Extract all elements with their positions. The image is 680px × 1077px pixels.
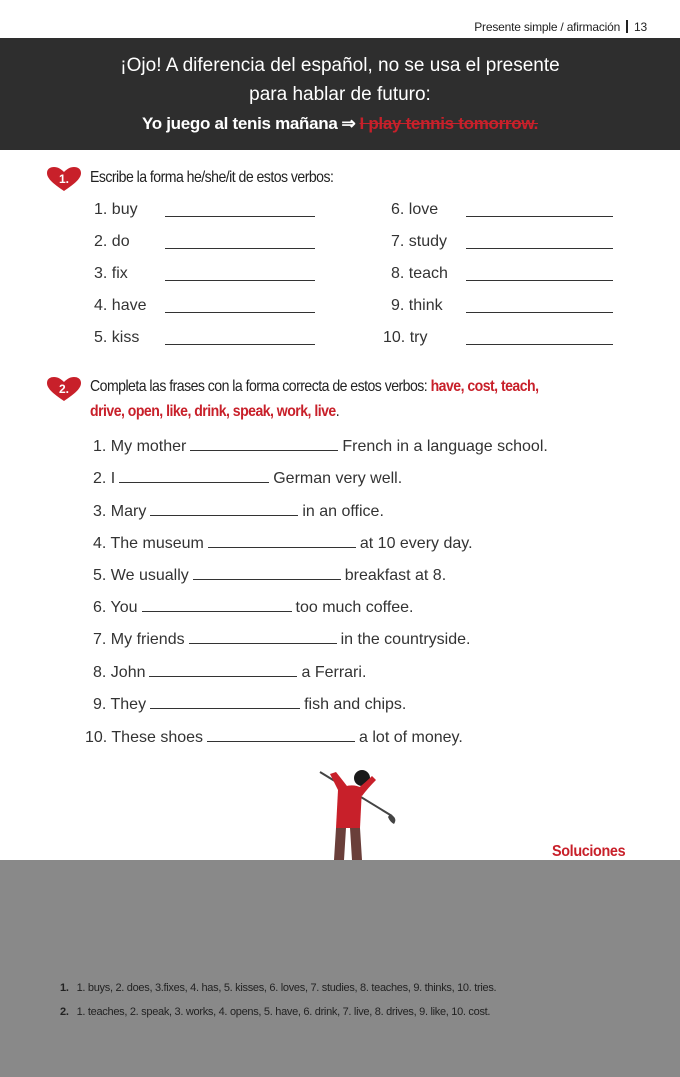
- solution-line: [60, 982, 496, 994]
- arrow-icon: ⇒: [341, 114, 356, 133]
- ex1-answer-blank[interactable]: [466, 312, 613, 313]
- page-number: 13: [634, 20, 647, 34]
- solutions-panel: [0, 860, 680, 1077]
- sentence-start: 9. They: [93, 696, 147, 713]
- ex1-item: 3. fix: [94, 265, 128, 282]
- sentence-end: too much coffee.: [295, 599, 414, 616]
- exercise-2-instruction: Completa las frases con la forma correcta de estos verbos:: [90, 378, 428, 395]
- sentence-end: German very well.: [273, 470, 403, 487]
- ex1-item: 5. kiss: [94, 329, 140, 346]
- sentence-end: a Ferrari.: [301, 664, 367, 681]
- ex1-item: 9. think: [391, 297, 443, 314]
- sentence-end: in the countryside.: [340, 631, 471, 648]
- banner-spanish-example: Yo juego al tenis mañana: [141, 114, 338, 133]
- sentence-end: breakfast at 8.: [344, 567, 447, 584]
- ex2-sentence: [93, 470, 402, 488]
- ex1-item: 4. have: [94, 297, 147, 314]
- ex2-answer-blank[interactable]: [149, 676, 297, 677]
- ex2-sentence: [93, 664, 366, 682]
- ex1-answer-blank[interactable]: [466, 248, 613, 249]
- sentence-start: 1. My mother: [93, 438, 187, 455]
- ex1-answer-blank[interactable]: [165, 248, 315, 249]
- solution-line: [60, 1006, 490, 1018]
- ex1-item: 6. love: [391, 201, 439, 218]
- ex2-answer-blank[interactable]: [190, 450, 338, 451]
- sentence-start: 7. My friends: [93, 631, 185, 648]
- sentence-end: fish and chips.: [304, 696, 407, 713]
- ex2-answer-blank[interactable]: [150, 515, 298, 516]
- exercise-2-title-line-2: [90, 403, 339, 421]
- sentence-start: 6. You: [93, 599, 138, 616]
- ex2-sentence: [93, 599, 414, 617]
- ex1-answer-blank[interactable]: [466, 216, 613, 217]
- exercise-1-number: 1.: [58, 172, 70, 186]
- ex1-answer-blank[interactable]: [466, 344, 613, 345]
- ex1-answer-blank[interactable]: [165, 280, 315, 281]
- ex2-sentence: [93, 631, 470, 649]
- sentence-start: 2. I: [93, 470, 116, 487]
- ex1-item: 10. try: [383, 329, 428, 346]
- header-divider: [626, 20, 628, 33]
- ex2-answer-blank[interactable]: [189, 643, 337, 644]
- page-header: [474, 20, 647, 34]
- sentence-start: 5. We usually: [93, 567, 189, 584]
- exercise-2-period: .: [335, 403, 340, 420]
- sentence-end: in an office.: [302, 503, 384, 520]
- ex2-answer-blank[interactable]: [208, 547, 356, 548]
- ex2-sentence: [85, 729, 463, 747]
- golfer-illustration: [300, 764, 410, 864]
- ex1-item: 8. teach: [391, 265, 448, 282]
- exercise-1-heart-icon: [46, 166, 82, 192]
- ex2-sentence: [93, 696, 406, 714]
- solutions-title: Soluciones: [552, 843, 626, 860]
- banner-line-2: para hablar de futuro:: [249, 84, 431, 105]
- ex2-sentence: [93, 438, 548, 456]
- ex1-item: 7. study: [391, 233, 448, 250]
- ex1-answer-blank[interactable]: [165, 312, 315, 313]
- solution-number: 1.: [60, 982, 69, 994]
- sentence-end: a lot of money.: [359, 729, 463, 746]
- ex2-answer-blank[interactable]: [142, 611, 292, 612]
- ex2-answer-blank[interactable]: [150, 708, 300, 709]
- ex1-answer-blank[interactable]: [466, 280, 613, 281]
- solution-text: 1. teaches, 2. speak, 3. works, 4. opens, 5. have, 6. drink, 7. live, 8. drives, 9. like, 10. cost.: [76, 1006, 491, 1018]
- exercise-2-verb-list: have, cost, teach,: [430, 378, 539, 395]
- banner-english-wrong: I play tennis tomorrow.: [359, 114, 539, 133]
- sentence-end: French in a language school.: [342, 438, 548, 455]
- banner-example: [0, 114, 680, 134]
- ex2-sentence: [93, 503, 384, 521]
- sentence-start: 10. These shoes: [85, 729, 204, 746]
- sentence-end: at 10 every day.: [359, 535, 473, 552]
- ex2-answer-blank[interactable]: [207, 741, 355, 742]
- ex2-sentence: [93, 567, 446, 585]
- exercise-2-number: 2.: [58, 382, 70, 396]
- exercise-2-heart-icon: [46, 376, 82, 402]
- ex1-answer-blank[interactable]: [165, 216, 315, 217]
- banner-line-1: ¡Ojo! A diferencia del español, no se usa el presente: [120, 55, 560, 76]
- solution-number: 2.: [60, 1006, 69, 1018]
- sentence-start: 4. The museum: [93, 535, 204, 552]
- exercise-2-title: [90, 378, 538, 396]
- exercise-1-title: Escribe la forma he/she/it de estos verbos:: [90, 169, 334, 186]
- exercise-2-verb-list-cont: drive, open, like, drink, speak, work, live: [90, 403, 336, 420]
- ex2-sentence: [93, 535, 473, 553]
- ex1-item: 1. buy: [94, 201, 138, 218]
- ex2-answer-blank[interactable]: [119, 482, 269, 483]
- ex1-item: 2. do: [94, 233, 130, 250]
- section-title: Presente simple / afirmación: [474, 20, 621, 34]
- ex2-answer-blank[interactable]: [193, 579, 341, 580]
- sentence-start: 3. Mary: [93, 503, 147, 520]
- sentence-start: 8. John: [93, 664, 146, 681]
- ex1-answer-blank[interactable]: [165, 344, 315, 345]
- tip-banner: [0, 38, 680, 150]
- solution-text: 1. buys, 2. does, 3.fixes, 4. has, 5. kisses, 6. loves, 7. studies, 8. teaches, 9. thinks, 10. tries.: [76, 982, 497, 994]
